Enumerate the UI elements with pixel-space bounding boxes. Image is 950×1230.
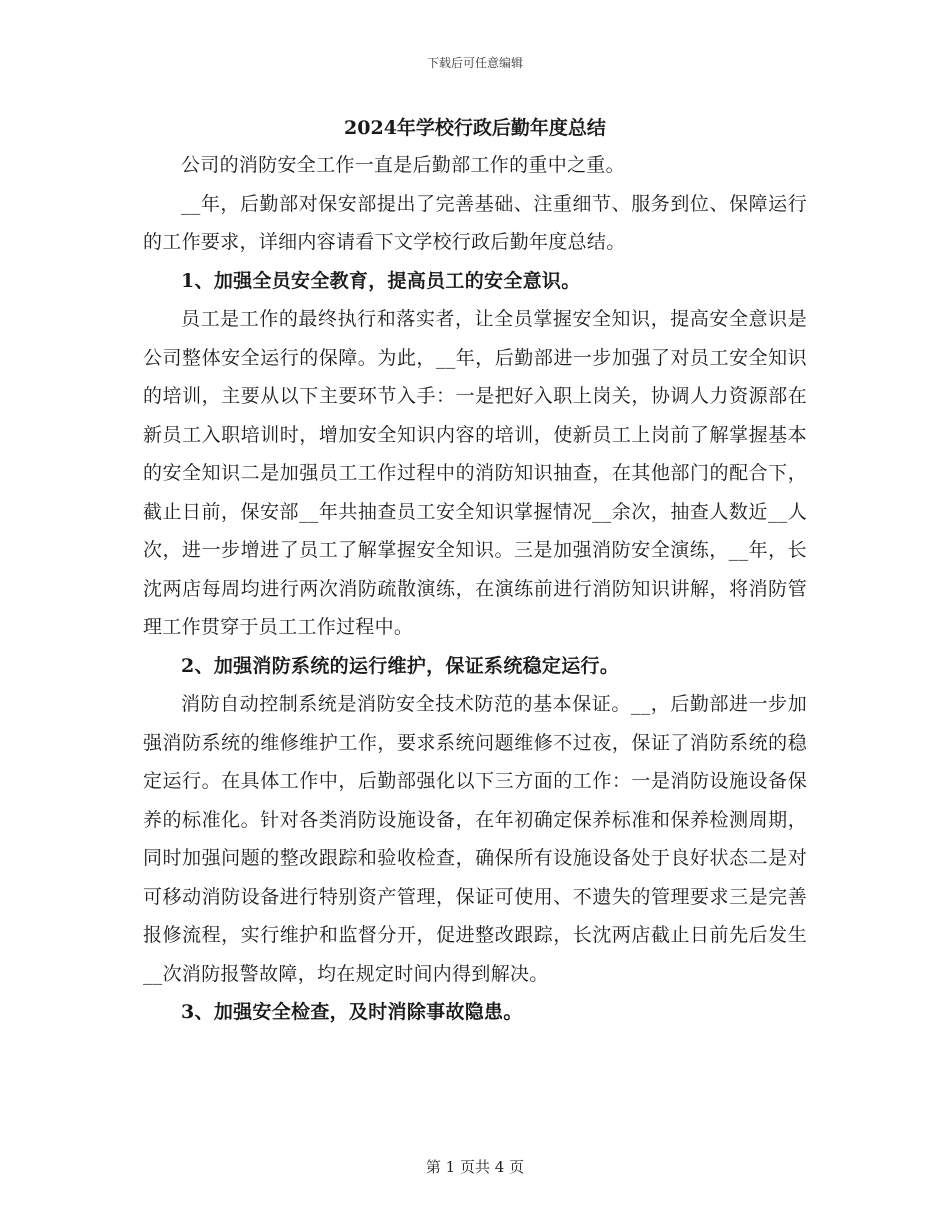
document-body bbox=[143, 110, 807, 1032]
section-heading-2: 2、加强消防系统的运行维护，保证系统稳定运行。 bbox=[181, 654, 620, 677]
paragraph-requirements: __年，后勤部对保安部提出了完善基础、注重细节、服务到位、保障运行的工作要求，详细内容请看下文学校行政后勤年度总结。 bbox=[143, 192, 807, 253]
section-heading-3: 3、加强安全检查，及时消除事故隐患。 bbox=[181, 1001, 523, 1023]
document-title: 2024年学校行政后勤年度总结 bbox=[344, 117, 606, 139]
paragraph-section-2: 消防自动控制系统是消防安全技术防范的基本保证。__，后勤部进一步加强消防系统的维修维护工作，要求系统问题维修不过夜，保证了消防系统的稳定运行。在具体工作中，后勤部强化以下三方面的工作：一是消防设施设备保养的标准化。针对各类消防设施设备，在年初确定保养标准和保养检测周期，同时加强问题的整改跟踪和验收检查，确保所有设施设备处于良好状态二是对可移动消防设备进行特别资产管理，保证可使用、不遗失的管理要求三是完善报修流程，实行维护和监督分开，促进整改跟踪，长沈两店截止日前先后发生__次消防报警故障，均在规定时间内得到解决。 bbox=[143, 693, 807, 985]
page-header-note: 下载后可任意编辑 bbox=[426, 56, 523, 70]
section-heading-1: 1、加强全员安全教育，提高员工的安全意识。 bbox=[181, 269, 581, 292]
paragraph-section-1: 员工是工作的最终执行和落实者，让全员掌握安全知识，提高安全意识是公司整体安全运行的保障。为此，__年，后勤部进一步加强了对员工安全知识的培训，主要从以下主要环节入手：一是把好入职上岗关，协调人力资源部在新员工入职培训时，增加安全知识内容的培训，使新员工上岗前了解掌握基本的安全知识二是加强员工工作过程中的消防知识抽查，在其他部门的配合下，截止日前，保安部__年共抽查员工安全知识掌握情况__余次，抽查人数近__人次，进一步增进了员工了解掌握安全知识。三是加强消防安全演练，__年，长沈两店每周均进行两次消防疏散演练，在演练前进行消防知识讲解，将消防管理工作贯穿于员工工作过程中。 bbox=[143, 308, 807, 638]
page-number: 第 1 页共 4 页 bbox=[425, 1158, 525, 1176]
paragraph-intro: 公司的消防安全工作一直是后勤部工作的重中之重。 bbox=[181, 154, 625, 176]
